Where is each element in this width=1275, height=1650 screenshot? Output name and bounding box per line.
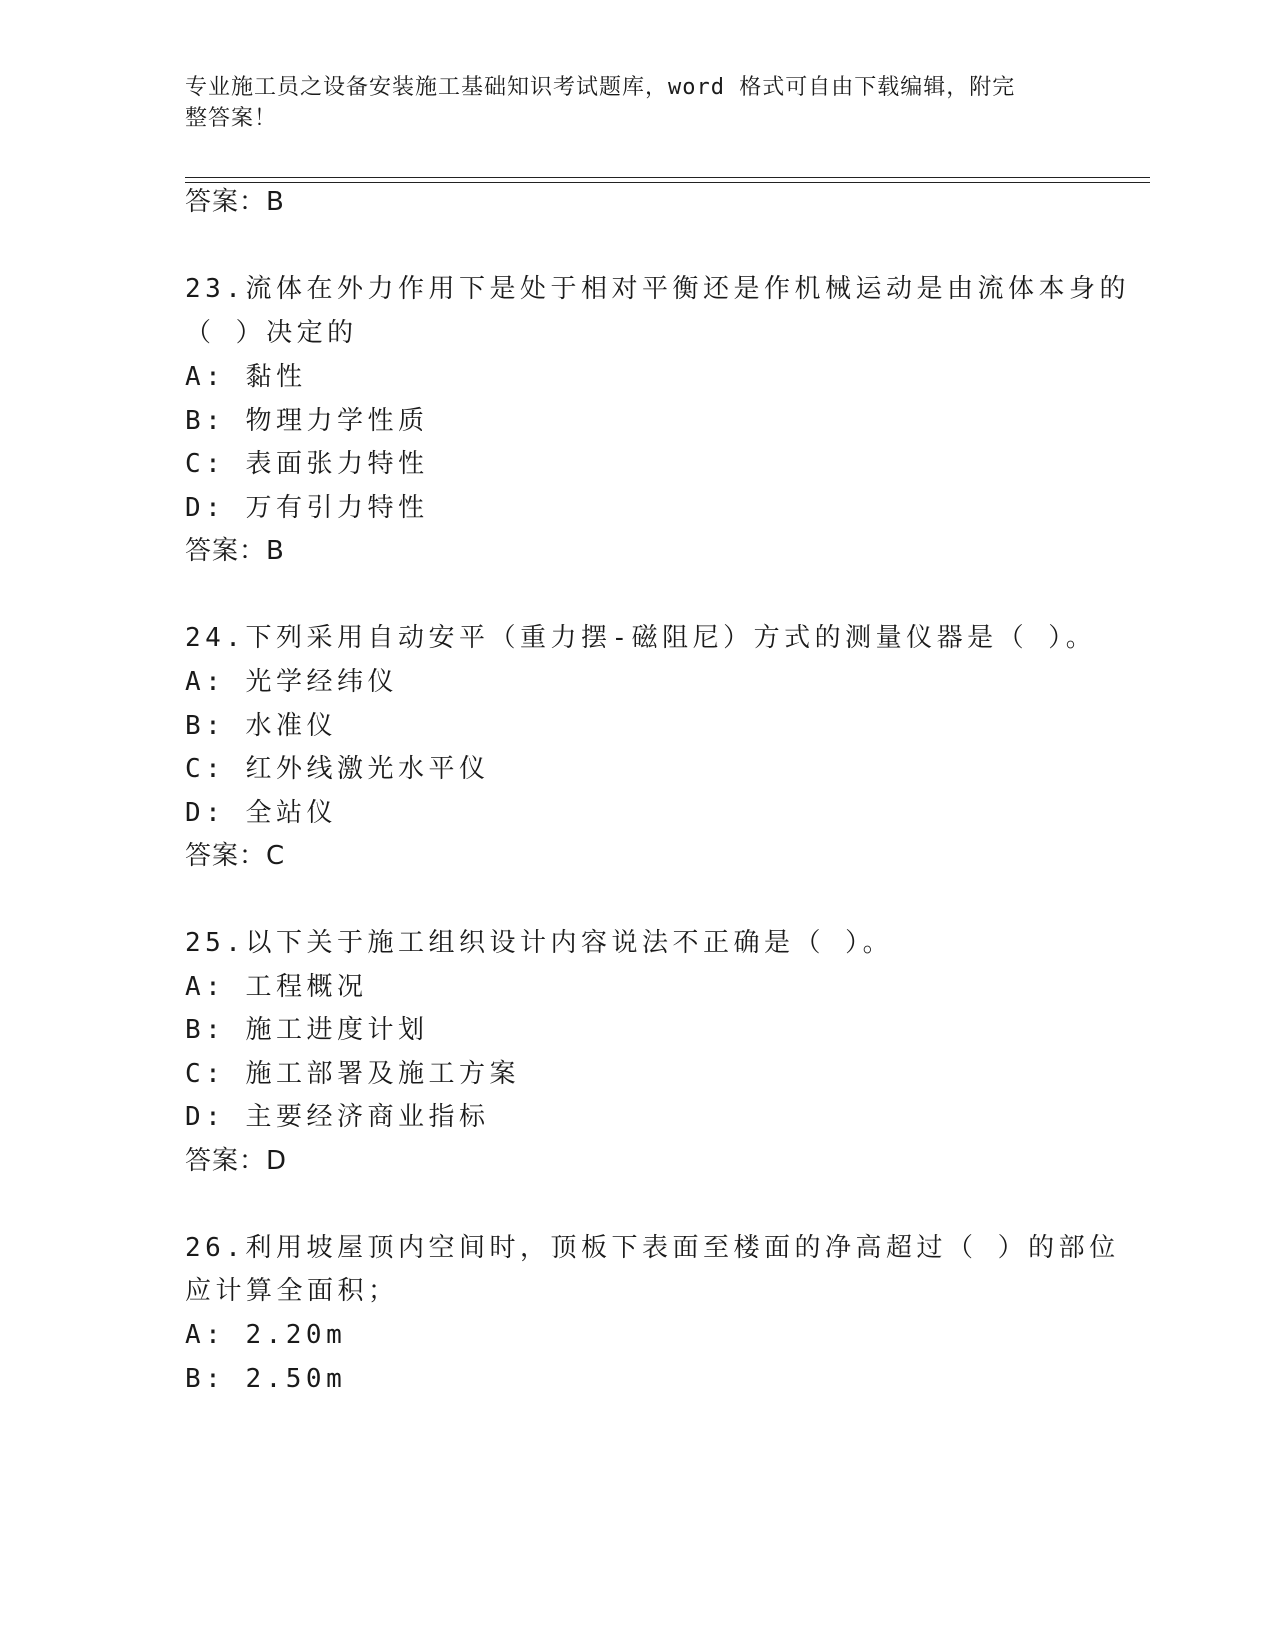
option-a: A: 2.20m <box>185 1320 347 1350</box>
option-d: D: 万有引力特性 <box>185 493 429 523</box>
option-b: B: 水准仪 <box>185 711 337 741</box>
option-a: A: 光学经纬仪 <box>185 667 398 697</box>
header-line-1: 专业施工员之设备安装施工基础知识考试题库，word 格式可自由下载编辑，附完 <box>185 75 1016 100</box>
answer-line: 答案：C <box>185 841 286 871</box>
question-stem: 23.流体在外力作用下是处于相对平衡还是作机械运动是由流体本身的 <box>185 274 1130 304</box>
question-stem: 应计算全面积； <box>185 1276 399 1306</box>
option-b: B: 2.50m <box>185 1364 347 1394</box>
option-d: D: 全站仪 <box>185 798 337 828</box>
option-a: A: 工程概况 <box>185 972 368 1002</box>
question-stem: 24.下列采用自动安平（重力摆-磁阻尼）方式的测量仪器是（ ）。 <box>185 623 1097 653</box>
option-c: C: 施工部署及施工方案 <box>185 1059 520 1089</box>
option-b: B: 施工进度计划 <box>185 1015 429 1045</box>
question-stem: 25.以下关于施工组织设计内容说法不正确是（ ）。 <box>185 928 894 958</box>
answer-line: 答案：D <box>185 1146 288 1176</box>
option-d: D: 主要经济商业指标 <box>185 1102 490 1132</box>
option-b: B: 物理力学性质 <box>185 406 429 436</box>
option-a: A: 黏性 <box>185 362 307 392</box>
option-c: C: 表面张力特性 <box>185 449 429 479</box>
header-line-2: 整答案！ <box>185 106 278 131</box>
answer-line: 答案：B <box>185 187 285 217</box>
document-header <box>185 72 1065 134</box>
header-rule-top <box>185 177 1150 178</box>
option-c: C: 红外线激光水平仪 <box>185 754 490 784</box>
question-stem: （ ）决定的 <box>185 318 358 348</box>
header-rule-bottom <box>185 182 1150 183</box>
answer-line: 答案：B <box>185 536 285 566</box>
question-stem: 26.利用坡屋顶内空间时，顶板下表面至楼面的净高超过（ ）的部位 <box>185 1233 1120 1263</box>
